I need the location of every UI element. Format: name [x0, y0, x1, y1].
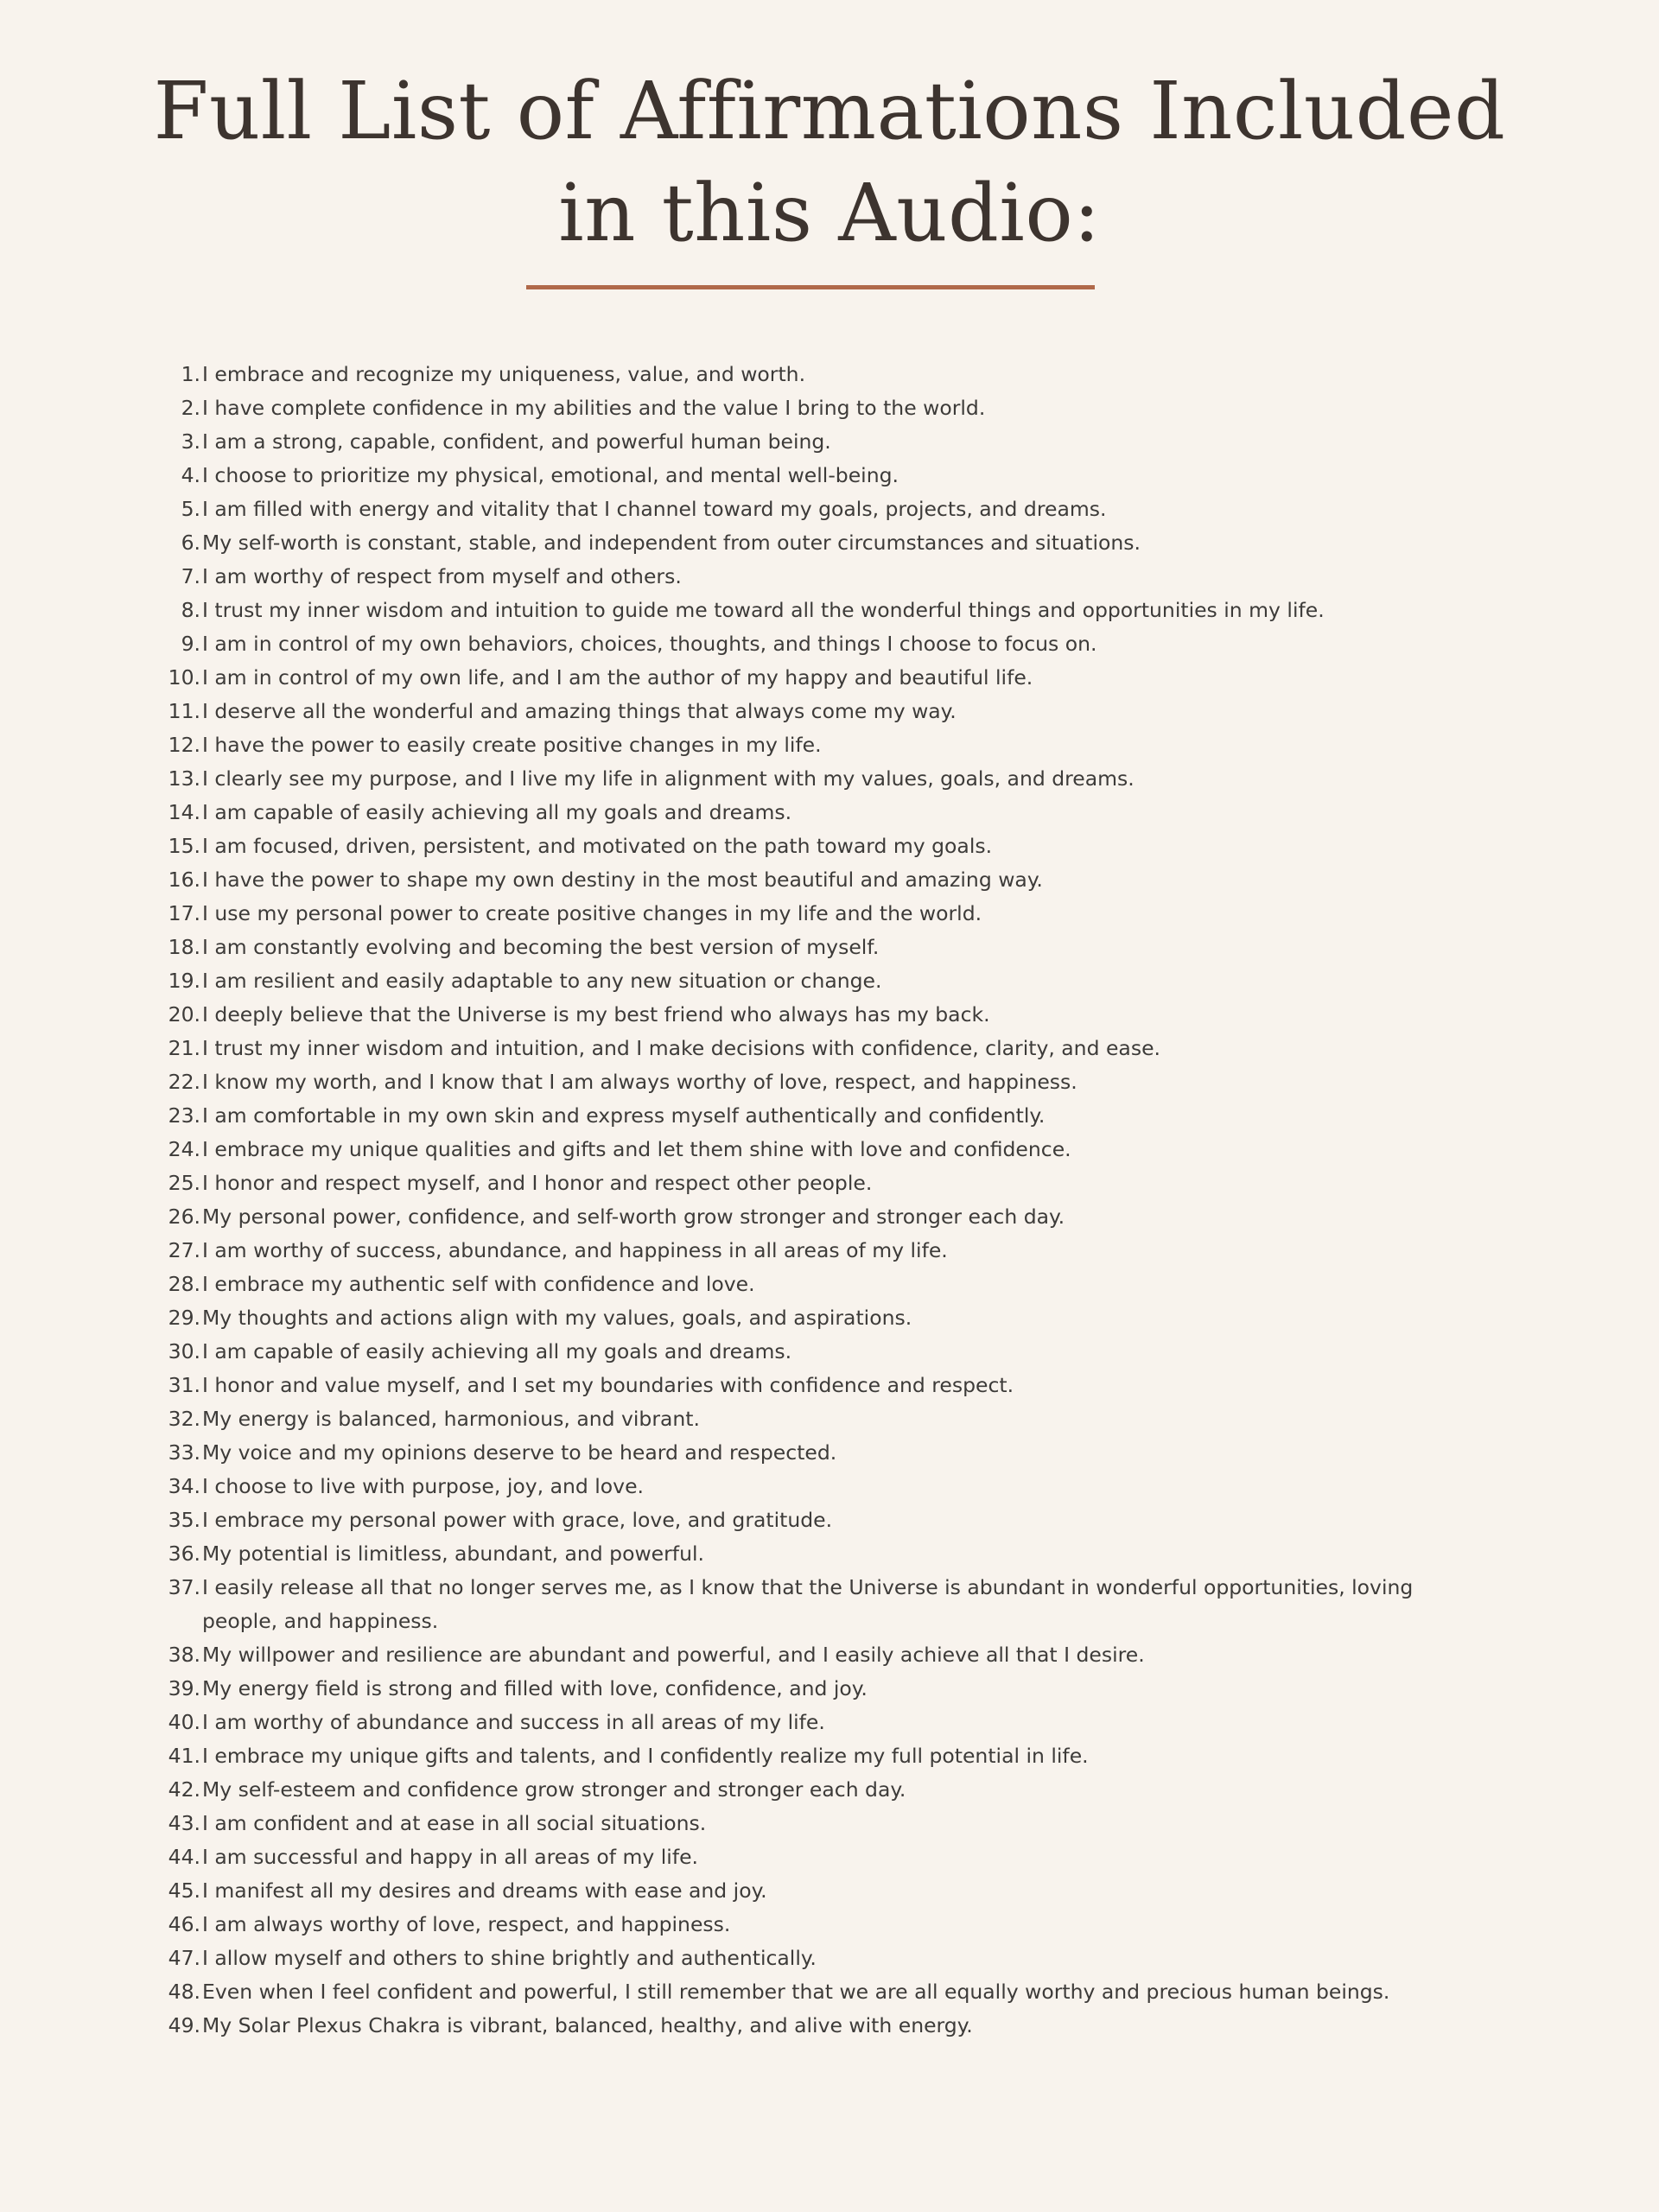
list-item-text: My Solar Plexus Chakra is vibrant, balanced, healthy, and alive with energy. [202, 2013, 973, 2037]
list-item [0, 1166, 1659, 1200]
list-item [0, 998, 1659, 1032]
list-item-text: I am confident and at ease in all social situations. [202, 1811, 707, 1835]
list-item-number: 22. [168, 1070, 200, 1094]
list-item-text: I clearly see my purpose, and I live my life in alignment with my values, goals, and dreams. [202, 766, 1135, 791]
list-item [0, 1032, 1659, 1065]
list-item-text: I am a strong, capable, confident, and powerful human being. [202, 429, 831, 454]
list-item [0, 1234, 1659, 1268]
list-item-number: 3. [181, 429, 200, 454]
list-item [0, 1908, 1659, 1942]
list-item-number: 4. [181, 463, 200, 487]
list-item-number: 45. [168, 1878, 200, 1903]
list-item-number: 20. [168, 1002, 200, 1027]
list-item [0, 1133, 1659, 1166]
list-item-text: I have the power to shape my own destiny in the most beautiful and amazing way. [202, 868, 1043, 892]
list-item [0, 1537, 1659, 1571]
list-item-text: My self-worth is constant, stable, and independent from outer circumstances and situations. [202, 531, 1141, 555]
list-item-text: I am constantly evolving and becoming the best version of myself. [202, 935, 880, 959]
list-item-text: My voice and my opinions deserve to be heard and respected. [202, 1440, 837, 1465]
list-item [0, 594, 1659, 627]
list-item-number: 19. [168, 969, 200, 993]
list-item [0, 796, 1659, 830]
list-item [0, 1638, 1659, 1672]
list-item-number: 17. [168, 901, 200, 925]
list-item [0, 1099, 1659, 1133]
list-item [0, 1672, 1659, 1706]
list-item [0, 863, 1659, 897]
list-item-number: 44. [168, 1845, 200, 1869]
list-item-text: My energy is balanced, harmonious, and vibrant. [202, 1407, 700, 1431]
list-item [0, 560, 1659, 594]
list-item [0, 1975, 1659, 2009]
list-item-number: 1. [181, 362, 200, 386]
list-item-text: Even when I feel confident and powerful, I still remember that we are all equally worthy and precious human beings. [202, 1980, 1390, 2004]
list-item-number: 8. [181, 598, 200, 622]
list-item [0, 1807, 1659, 1840]
list-item-number: 49. [168, 2013, 200, 2037]
list-item-text: My potential is limitless, abundant, and powerful. [202, 1541, 704, 1566]
list-item-text: I embrace my unique qualities and gifts and let them shine with love and confidence. [202, 1137, 1071, 1161]
list-item-number: 15. [168, 834, 200, 858]
list-item-text: I am worthy of success, abundance, and happiness in all areas of my life. [202, 1238, 948, 1262]
list-item [0, 1773, 1659, 1807]
list-item-text: I honor and respect myself, and I honor and respect other people. [202, 1171, 873, 1195]
list-item-text: I am focused, driven, persistent, and motivated on the path toward my goals. [202, 834, 993, 858]
list-item [0, 1942, 1659, 1975]
list-item [0, 964, 1659, 998]
list-item-number: 40. [168, 1710, 200, 1734]
list-item-number: 12. [168, 733, 200, 757]
list-item-number: 47. [168, 1946, 200, 1970]
list-item [0, 1402, 1659, 1436]
list-item-number: 37. [168, 1575, 200, 1599]
list-item [0, 1335, 1659, 1369]
list-item [0, 695, 1659, 728]
list-item [0, 1268, 1659, 1301]
list-item-text: My thoughts and actions align with my values, goals, and aspirations. [202, 1306, 912, 1330]
list-item-text: I embrace my authentic self with confidence and love. [202, 1272, 755, 1296]
list-item-text: I embrace my personal power with grace, love, and gratitude. [202, 1508, 833, 1532]
list-item-number: 46. [168, 1912, 200, 1936]
list-item [0, 1874, 1659, 1908]
list-item [0, 931, 1659, 964]
list-item [0, 391, 1659, 425]
title-line-1: Full List of Affirmations Included [153, 65, 1506, 157]
list-item-text: I honor and value myself, and I set my boundaries with confidence and respect. [202, 1373, 1014, 1397]
list-item-number: 48. [168, 1980, 200, 2004]
list-item-text: I am resilient and easily adaptable to any new situation or change. [202, 969, 882, 993]
list-item-number: 13. [168, 766, 200, 791]
list-item-text: My personal power, confidence, and self-worth grow stronger and stronger each day. [202, 1205, 1065, 1229]
list-item-number: 18. [168, 935, 200, 959]
list-item-text: I choose to prioritize my physical, emotional, and mental well-being. [202, 463, 899, 487]
list-item-text: I have complete confidence in my abilities and the value I bring to the world. [202, 396, 986, 420]
list-item-text: I trust my inner wisdom and intuition, and I make decisions with confidence, clarity, and ease. [202, 1036, 1160, 1060]
list-item-text: I deeply believe that the Universe is my best friend who always has my back. [202, 1002, 990, 1027]
list-item-number: 41. [168, 1744, 200, 1768]
title-line-2: in this Audio: [558, 167, 1101, 259]
list-item-number: 26. [168, 1205, 200, 1229]
list-item-text: I allow myself and others to shine brightly and authentically. [202, 1946, 817, 1970]
list-item [0, 830, 1659, 863]
list-item [0, 1840, 1659, 1874]
list-item-number: 34. [168, 1474, 200, 1498]
list-item-text: My self-esteem and confidence grow stronger and stronger each day. [202, 1777, 906, 1802]
list-item-text: I trust my inner wisdom and intuition to guide me toward all the wonderful things and opportunities in my life. [202, 598, 1325, 622]
affirmation-list [0, 358, 1659, 2043]
list-item-text: I am comfortable in my own skin and express myself authentically and confidently. [202, 1103, 1046, 1128]
list-item [0, 1436, 1659, 1470]
list-item [0, 1503, 1659, 1537]
list-item [0, 526, 1659, 560]
list-item [0, 358, 1659, 391]
list-item [0, 1301, 1659, 1335]
list-item-number: 35. [168, 1508, 200, 1532]
list-item-text: I am capable of easily achieving all my goals and dreams. [202, 1339, 792, 1363]
list-item-number: 7. [181, 564, 200, 588]
list-item [0, 1706, 1659, 1739]
list-item-number: 2. [181, 396, 200, 420]
list-item [0, 1200, 1659, 1234]
list-item-number: 43. [168, 1811, 200, 1835]
list-item-number: 10. [168, 665, 200, 690]
list-item-number: 38. [168, 1643, 200, 1667]
list-item [0, 2009, 1659, 2043]
list-item-number: 11. [168, 699, 200, 723]
list-item-number: 24. [168, 1137, 200, 1161]
list-item-number: 36. [168, 1541, 200, 1566]
list-item-number: 14. [168, 800, 200, 824]
list-item-text: My energy field is strong and filled with love, confidence, and joy. [202, 1676, 868, 1700]
list-item-text: I am worthy of respect from myself and others. [202, 564, 682, 588]
list-item-text: I am worthy of abundance and success in all areas of my life. [202, 1710, 825, 1734]
list-item [0, 425, 1659, 459]
list-item-number: 39. [168, 1676, 200, 1700]
list-item-text: I am in control of my own life, and I am the author of my happy and beautiful life. [202, 665, 1033, 690]
list-item [0, 1571, 1659, 1638]
list-item-text: I embrace my unique gifts and talents, and I confidently realize my full potential in life. [202, 1744, 1089, 1768]
list-item-number: 31. [168, 1373, 200, 1397]
list-item [0, 1065, 1659, 1099]
page-title [0, 60, 1659, 264]
list-item-number: 5. [181, 497, 200, 521]
list-item-text: I am successful and happy in all areas of my life. [202, 1845, 699, 1869]
list-item [0, 661, 1659, 695]
list-item-number: 28. [168, 1272, 200, 1296]
list-item [0, 1369, 1659, 1402]
title-divider [526, 285, 1095, 289]
list-item-number: 21. [168, 1036, 200, 1060]
list-item-text: I manifest all my desires and dreams with ease and joy. [202, 1878, 767, 1903]
list-item-text: I choose to live with purpose, joy, and love. [202, 1474, 645, 1498]
list-item-number: 16. [168, 868, 200, 892]
list-item-text: I am filled with energy and vitality that I channel toward my goals, projects, and dreams. [202, 497, 1107, 521]
list-item-text: I am always worthy of love, respect, and happiness. [202, 1912, 731, 1936]
list-item-number: 29. [168, 1306, 200, 1330]
list-item [0, 897, 1659, 931]
list-item-text: I am capable of easily achieving all my goals and dreams. [202, 800, 792, 824]
list-item-number: 42. [168, 1777, 200, 1802]
list-item-text: My willpower and resilience are abundant and powerful, and I easily achieve all that I desire. [202, 1643, 1145, 1667]
list-item [0, 762, 1659, 796]
list-item [0, 1739, 1659, 1773]
list-item [0, 627, 1659, 661]
list-item-text: I use my personal power to create positive changes in my life and the world. [202, 901, 982, 925]
list-item-number: 6. [181, 531, 200, 555]
list-item-number: 9. [181, 632, 200, 656]
list-item [0, 1470, 1659, 1503]
list-item [0, 493, 1659, 526]
list-item-number: 32. [168, 1407, 200, 1431]
list-item-text: I easily release all that no longer serves me, as I know that the Universe is abundant in wonderful opportunities, loving people, and happiness. [202, 1575, 1414, 1633]
list-item-number: 33. [168, 1440, 200, 1465]
list-item-text: I know my worth, and I know that I am always worthy of love, respect, and happiness. [202, 1070, 1077, 1094]
list-item [0, 459, 1659, 493]
list-item [0, 728, 1659, 762]
list-item-text: I am in control of my own behaviors, choices, thoughts, and things I choose to focus on. [202, 632, 1097, 656]
list-item-number: 27. [168, 1238, 200, 1262]
list-item-text: I have the power to easily create positive changes in my life. [202, 733, 822, 757]
list-item-number: 23. [168, 1103, 200, 1128]
list-item-text: I embrace and recognize my uniqueness, value, and worth. [202, 362, 806, 386]
list-item-text: I deserve all the wonderful and amazing things that always come my way. [202, 699, 957, 723]
list-item-number: 25. [168, 1171, 200, 1195]
list-item-number: 30. [168, 1339, 200, 1363]
